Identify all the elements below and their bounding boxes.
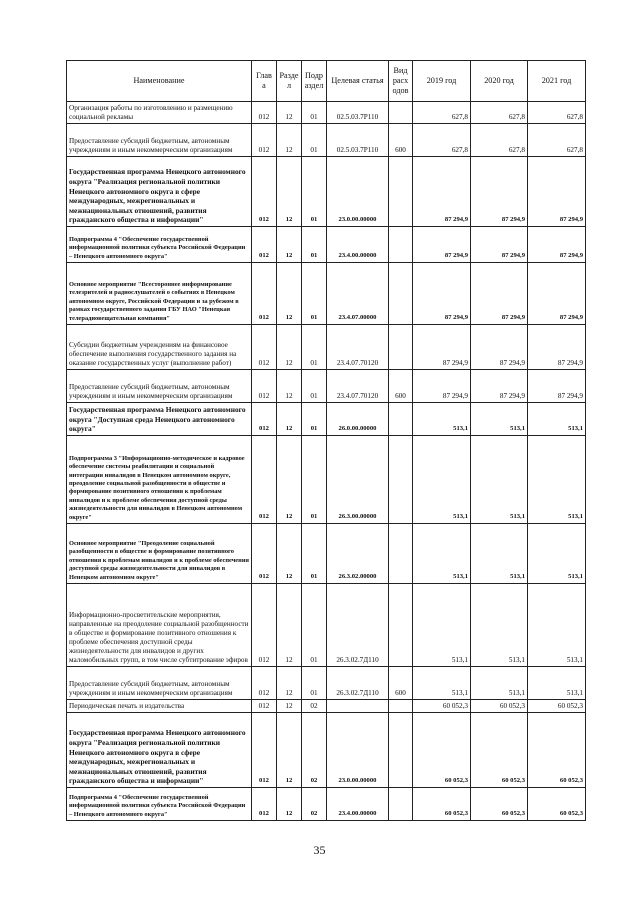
row-name: Основное мероприятие "Всестороннее информирование телезрителей и радиослушателей о событиях в Ненецком автономном округе, Российской Федерации и за рубежом в рамках государственного задания ГБУ НАО "Ненецкая телерадиовещательная компания" <box>67 263 252 325</box>
row-glava: 012 <box>252 124 277 157</box>
row-vid: 600 <box>389 124 413 157</box>
row-glava: 012 <box>252 325 277 370</box>
row-razdel: 12 <box>277 227 302 263</box>
row-2019: 87 294,9 <box>413 263 471 325</box>
header-razdel: Разде л <box>277 61 302 102</box>
row-glava: 012 <box>252 524 277 584</box>
row-podrazdel: 01 <box>302 370 327 403</box>
row-podrazdel: 01 <box>302 524 327 584</box>
row-2020: 87 294,9 <box>471 263 528 325</box>
table-row <box>67 584 586 667</box>
row-glava: 012 <box>252 227 277 263</box>
row-glava: 012 <box>252 584 277 667</box>
row-name: Периодическая печать и издательства <box>67 700 252 713</box>
row-podrazdel: 01 <box>302 403 327 436</box>
row-target: 23.0.00.00000 <box>327 713 389 788</box>
row-glava: 012 <box>252 102 277 124</box>
row-2020: 513,1 <box>471 667 528 700</box>
row-2019: 627,8 <box>413 102 471 124</box>
table-row <box>67 667 586 700</box>
row-2021: 513,1 <box>528 524 586 584</box>
row-razdel: 12 <box>277 102 302 124</box>
row-podrazdel: 02 <box>302 788 327 821</box>
row-glava: 012 <box>252 667 277 700</box>
row-name: Государственная программа Ненецкого автономного округа "Доступная среда Ненецкого автономного округа" <box>67 403 252 436</box>
row-2019: 87 294,9 <box>413 227 471 263</box>
row-glava: 012 <box>252 436 277 524</box>
row-vid <box>389 227 413 263</box>
row-razdel: 12 <box>277 124 302 157</box>
row-razdel: 12 <box>277 157 302 227</box>
table-row <box>67 227 586 263</box>
row-2020: 87 294,9 <box>471 370 528 403</box>
row-razdel: 12 <box>277 263 302 325</box>
table-row <box>67 102 586 124</box>
row-2021: 513,1 <box>528 403 586 436</box>
row-name: Предоставление субсидий бюджетным, автономным учреждениям и иным некоммерческим организациям <box>67 667 252 700</box>
header-glava: Глав а <box>252 61 277 102</box>
row-razdel: 12 <box>277 436 302 524</box>
row-vid <box>389 700 413 713</box>
row-2020: 60 052,3 <box>471 700 528 713</box>
header-name: Наименование <box>67 61 252 102</box>
row-2021: 513,1 <box>528 584 586 667</box>
row-2019: 87 294,9 <box>413 370 471 403</box>
row-glava: 012 <box>252 788 277 821</box>
row-vid <box>389 403 413 436</box>
row-target: 02.5.03.7Р110 <box>327 124 389 157</box>
row-razdel: 12 <box>277 584 302 667</box>
row-podrazdel: 01 <box>302 227 327 263</box>
row-razdel: 12 <box>277 524 302 584</box>
row-name: Подпрограмма 4 "Обеспечение государственной информационной политики субъекта Российской Федерации – Ненецкого автономного округа" <box>67 788 252 821</box>
row-2021: 60 052,3 <box>528 713 586 788</box>
row-glava: 012 <box>252 157 277 227</box>
row-podrazdel: 01 <box>302 436 327 524</box>
row-name: Предоставление субсидий бюджетным, автономным учреждениям и иным некоммерческим организациям <box>67 370 252 403</box>
row-vid <box>389 157 413 227</box>
row-2019: 60 052,3 <box>413 700 471 713</box>
row-2020: 627,8 <box>471 102 528 124</box>
table-row <box>67 700 586 713</box>
row-2021: 60 052,3 <box>528 788 586 821</box>
header-target: Целевая статья <box>327 61 389 102</box>
row-2020: 60 052,3 <box>471 713 528 788</box>
row-2020: 60 052,3 <box>471 788 528 821</box>
row-vid <box>389 436 413 524</box>
row-target: 23.4.07.00000 <box>327 263 389 325</box>
row-2021: 60 052,3 <box>528 700 586 713</box>
row-name: Подпрограмма 4 "Обеспечение государственной информационной политики субъекта Российской Федерации – Ненецкого автономного округа" <box>67 227 252 263</box>
row-razdel: 12 <box>277 713 302 788</box>
row-glava: 012 <box>252 713 277 788</box>
row-target: 26.3.02.7Д110 <box>327 667 389 700</box>
row-target: 23.0.00.00000 <box>327 157 389 227</box>
row-vid <box>389 524 413 584</box>
table-row <box>67 403 586 436</box>
row-razdel: 12 <box>277 667 302 700</box>
row-2021: 627,8 <box>528 102 586 124</box>
row-2019: 513,1 <box>413 524 471 584</box>
table-row <box>67 524 586 584</box>
row-name: Подпрограмма 3 "Информационно-методическое и кадровое обеспечение системы реабилитации и социальной интеграции инвалидов в Ненецком автономном округе, преодоление социальной разобщенности в обществе и формирование позитивного отношения к проблемам инвалидов и к проблеме обеспечения доступной среды жизнедеятельности для инвалидов в Ненецком автономном округе" <box>67 436 252 524</box>
header-2021: 2021 год <box>528 61 586 102</box>
row-vid: 600 <box>389 370 413 403</box>
row-2020: 513,1 <box>471 524 528 584</box>
row-razdel: 12 <box>277 403 302 436</box>
row-podrazdel: 01 <box>302 325 327 370</box>
row-target: 23.4.07.70120 <box>327 370 389 403</box>
row-2019: 513,1 <box>413 584 471 667</box>
row-2019: 513,1 <box>413 403 471 436</box>
page-number: 35 <box>313 843 326 857</box>
row-2020: 627,8 <box>471 124 528 157</box>
header-podrazdel: Подр аздел <box>302 61 327 102</box>
row-glava: 012 <box>252 370 277 403</box>
row-2020: 513,1 <box>471 584 528 667</box>
row-name: Организация работы по изготовлению и размещению социальной рекламы <box>67 102 252 124</box>
row-vid <box>389 325 413 370</box>
budget-table <box>66 60 586 821</box>
table-row <box>67 713 586 788</box>
row-2019: 513,1 <box>413 436 471 524</box>
header-vid: Вид расх одов <box>389 61 413 102</box>
row-target: 26.3.00.00000 <box>327 436 389 524</box>
row-target: 23.4.00.00000 <box>327 227 389 263</box>
row-2021: 513,1 <box>528 667 586 700</box>
row-name: Основное мероприятие "Преодоление социальной разобщенности в обществе и формирование позитивного отношения к проблемам инвалидов и к проблеме обеспечения доступной среды жизнедеятельности для инвалидов в Ненецком автономном округе" <box>67 524 252 584</box>
row-name: Информационно-просветительские мероприятия, направленные на преодоление социальной разобщенности в обществе и формирование позитивного отношения к проблеме обеспечения доступной среды жизнедеятельности для инвалидов и других маломобильных групп, в том числе субтитрование эфиров <box>67 584 252 667</box>
row-name: Субсидии бюджетным учреждениям на финансовое обеспечение выполнения государственного задания на оказание государственных услуг (выполнение работ) <box>67 325 252 370</box>
row-2019: 87 294,9 <box>413 325 471 370</box>
row-2021: 87 294,9 <box>528 370 586 403</box>
row-glava: 012 <box>252 263 277 325</box>
row-name: Предоставление субсидий бюджетным, автономным учреждениям и иным некоммерческим организациям <box>67 124 252 157</box>
row-vid <box>389 584 413 667</box>
row-2021: 87 294,9 <box>528 227 586 263</box>
row-2021: 87 294,9 <box>528 325 586 370</box>
row-2019: 60 052,3 <box>413 713 471 788</box>
table-row <box>67 157 586 227</box>
row-2020: 513,1 <box>471 436 528 524</box>
row-2021: 627,8 <box>528 124 586 157</box>
row-podrazdel: 01 <box>302 584 327 667</box>
row-podrazdel: 01 <box>302 263 327 325</box>
row-2019: 87 294,9 <box>413 157 471 227</box>
table-row <box>67 788 586 821</box>
row-target: 23.4.00.00000 <box>327 788 389 821</box>
row-target: 02.5.03.7Р110 <box>327 102 389 124</box>
row-podrazdel: 01 <box>302 124 327 157</box>
row-2021: 513,1 <box>528 436 586 524</box>
row-glava: 012 <box>252 403 277 436</box>
row-razdel: 12 <box>277 788 302 821</box>
row-name: Государственная программа Ненецкого автономного округа "Реализация региональной политики Ненецкого автономного округа в сфере международных, межрегиональных и межнациональных отношений, развития гражданского общества и информации" <box>67 713 252 788</box>
row-podrazdel: 01 <box>302 102 327 124</box>
row-razdel: 12 <box>277 700 302 713</box>
row-2020: 513,1 <box>471 403 528 436</box>
row-vid <box>389 788 413 821</box>
row-podrazdel: 02 <box>302 713 327 788</box>
table-row <box>67 124 586 157</box>
row-2019: 513,1 <box>413 667 471 700</box>
row-razdel: 12 <box>277 370 302 403</box>
table-row <box>67 325 586 370</box>
row-vid: 600 <box>389 667 413 700</box>
row-vid <box>389 713 413 788</box>
table-row <box>67 370 586 403</box>
row-vid <box>389 102 413 124</box>
row-target: 26.0.00.00000 <box>327 403 389 436</box>
row-target: 26.3.02.7Д110 <box>327 584 389 667</box>
row-2020: 87 294,9 <box>471 227 528 263</box>
row-target <box>327 700 389 713</box>
row-podrazdel: 01 <box>302 157 327 227</box>
row-podrazdel: 02 <box>302 700 327 713</box>
row-vid <box>389 263 413 325</box>
row-2021: 87 294,9 <box>528 263 586 325</box>
row-2021: 87 294,9 <box>528 157 586 227</box>
row-glava: 012 <box>252 700 277 713</box>
row-target: 23.4.07.70120 <box>327 325 389 370</box>
row-2020: 87 294,9 <box>471 157 528 227</box>
row-2020: 87 294,9 <box>471 325 528 370</box>
table-row <box>67 436 586 524</box>
header-2019: 2019 год <box>413 61 471 102</box>
row-podrazdel: 01 <box>302 667 327 700</box>
row-2019: 627,8 <box>413 124 471 157</box>
row-razdel: 12 <box>277 325 302 370</box>
row-target: 26.3.02.00000 <box>327 524 389 584</box>
row-2019: 60 052,3 <box>413 788 471 821</box>
table-row <box>67 263 586 325</box>
header-2020: 2020 год <box>471 61 528 102</box>
header-row <box>67 61 586 102</box>
row-name: Государственная программа Ненецкого автономного округа "Реализация региональной политики Ненецкого автономного округа в сфере международных, межрегиональных и межнациональных отношений, развития гражданского общества и информации" <box>67 157 252 227</box>
